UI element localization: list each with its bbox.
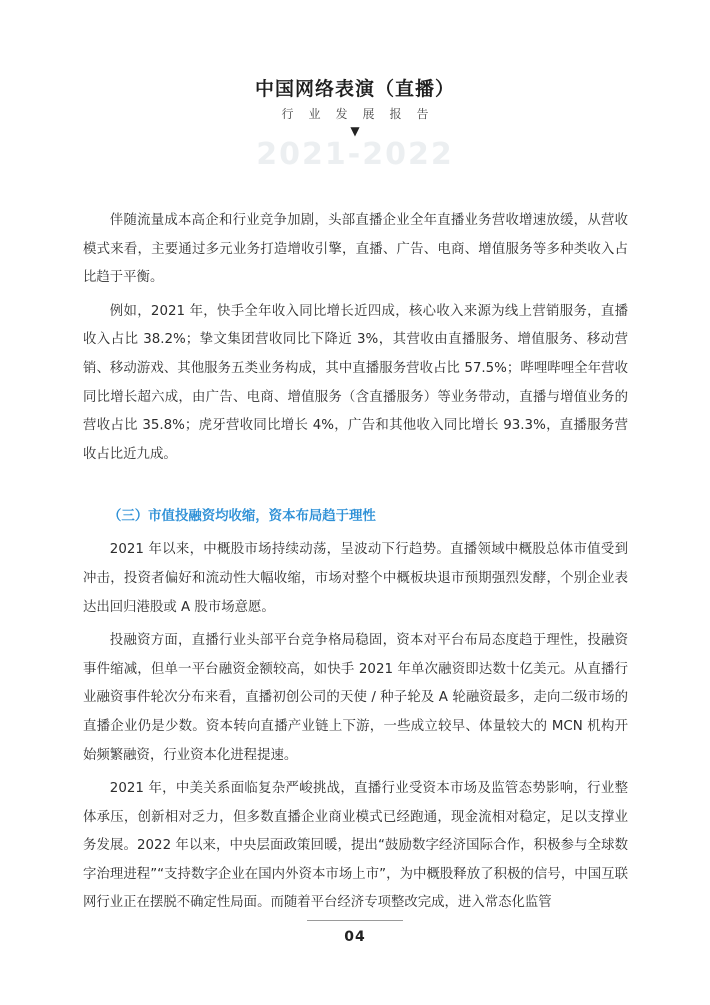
paragraph: 例如，2021 年，快手全年收入同比增长近四成，核心收入来源为线上营销服务，直播收入占比 38.2%；挚文集团营收同比下降近 3%，其营收由直播服务、增值服务、移动营销、移动游戏、其他服务五类业务构成，其中直播服务营收占比 57.5%；哔哩哔哩全年营收同比增长超六成，由广告、电商、增值服务（含直播服务）等业务带动，直播与增值业务的营收占比 35.8%；虎牙营收同比增长 4%，广告和其他收入同比增长 93.3%，直播服务营收占比近九成。 [83, 303, 628, 462]
page-footer [0, 920, 710, 947]
footer-divider [307, 920, 403, 921]
report-subtitle: 行业发展报告 [281, 107, 444, 121]
paragraph: 伴随流量成本高企和行业竞争加剧，头部直播企业全年直播业务营收增速放缓，从营收模式来看，主要通过多元业务打造增收引擎，直播、广告、电商、增值服务等多种类收入占比趋于平衡。 [83, 213, 628, 286]
report-title: 中国网络表演（直播） [254, 78, 455, 100]
paragraph: 2021 年以来，中概股市场持续动荡，呈波动下行趋势。直播领域中概股总体市值受到冲击，投资者偏好和流动性大幅收缩，市场对整个中概板块退市预期强烈发酵，个别企业表达出回归港股或 A 股市场意愿。 [83, 542, 628, 615]
triangle-down-icon: ▼ [350, 124, 360, 138]
section-heading: （三）市值投融资均收缩，资本布局趋于理性 [108, 509, 376, 525]
body-content [83, 207, 628, 923]
page-number: 04 [344, 929, 366, 945]
paragraph: 2021 年，中美关系面临复杂严峻挑战，直播行业受资本市场及监管态势影响，行业整体承压，创新相对乏力，但多数直播企业商业模式已经跑通，现金流相对稳定，足以支撑业务发展。2022 年以来，中央层面政策回暖，提出“鼓励数字经济国际合作，积极参与全球数字治理进程”“支持数字企业在国内外资本市场上市”，为中概股释放了积极的信号，中国互联网行业正在摆脱不确定性局面。而随着平台经济专项整改完成，进入常态化监管 [83, 781, 628, 911]
report-header [0, 76, 710, 172]
report-year: 2021-2022 [256, 137, 454, 172]
paragraph: 投融资方面，直播行业头部平台竞争格局稳固，资本对平台布局态度趋于理性，投融资事件缩减，但单一平台融资金额较高，如快手 2021 年单次融资即达数十亿美元。从直播行业融资事件轮次分布来看，直播初创公司的天使 / 种子轮及 A 轮融资最多，走向二级市场的直播企业仍是少数。资本转向直播产业链上下游，一些成立较早、体量较大的 MCN 机构开始频繁融资，行业资本化进程提速。 [83, 633, 628, 763]
